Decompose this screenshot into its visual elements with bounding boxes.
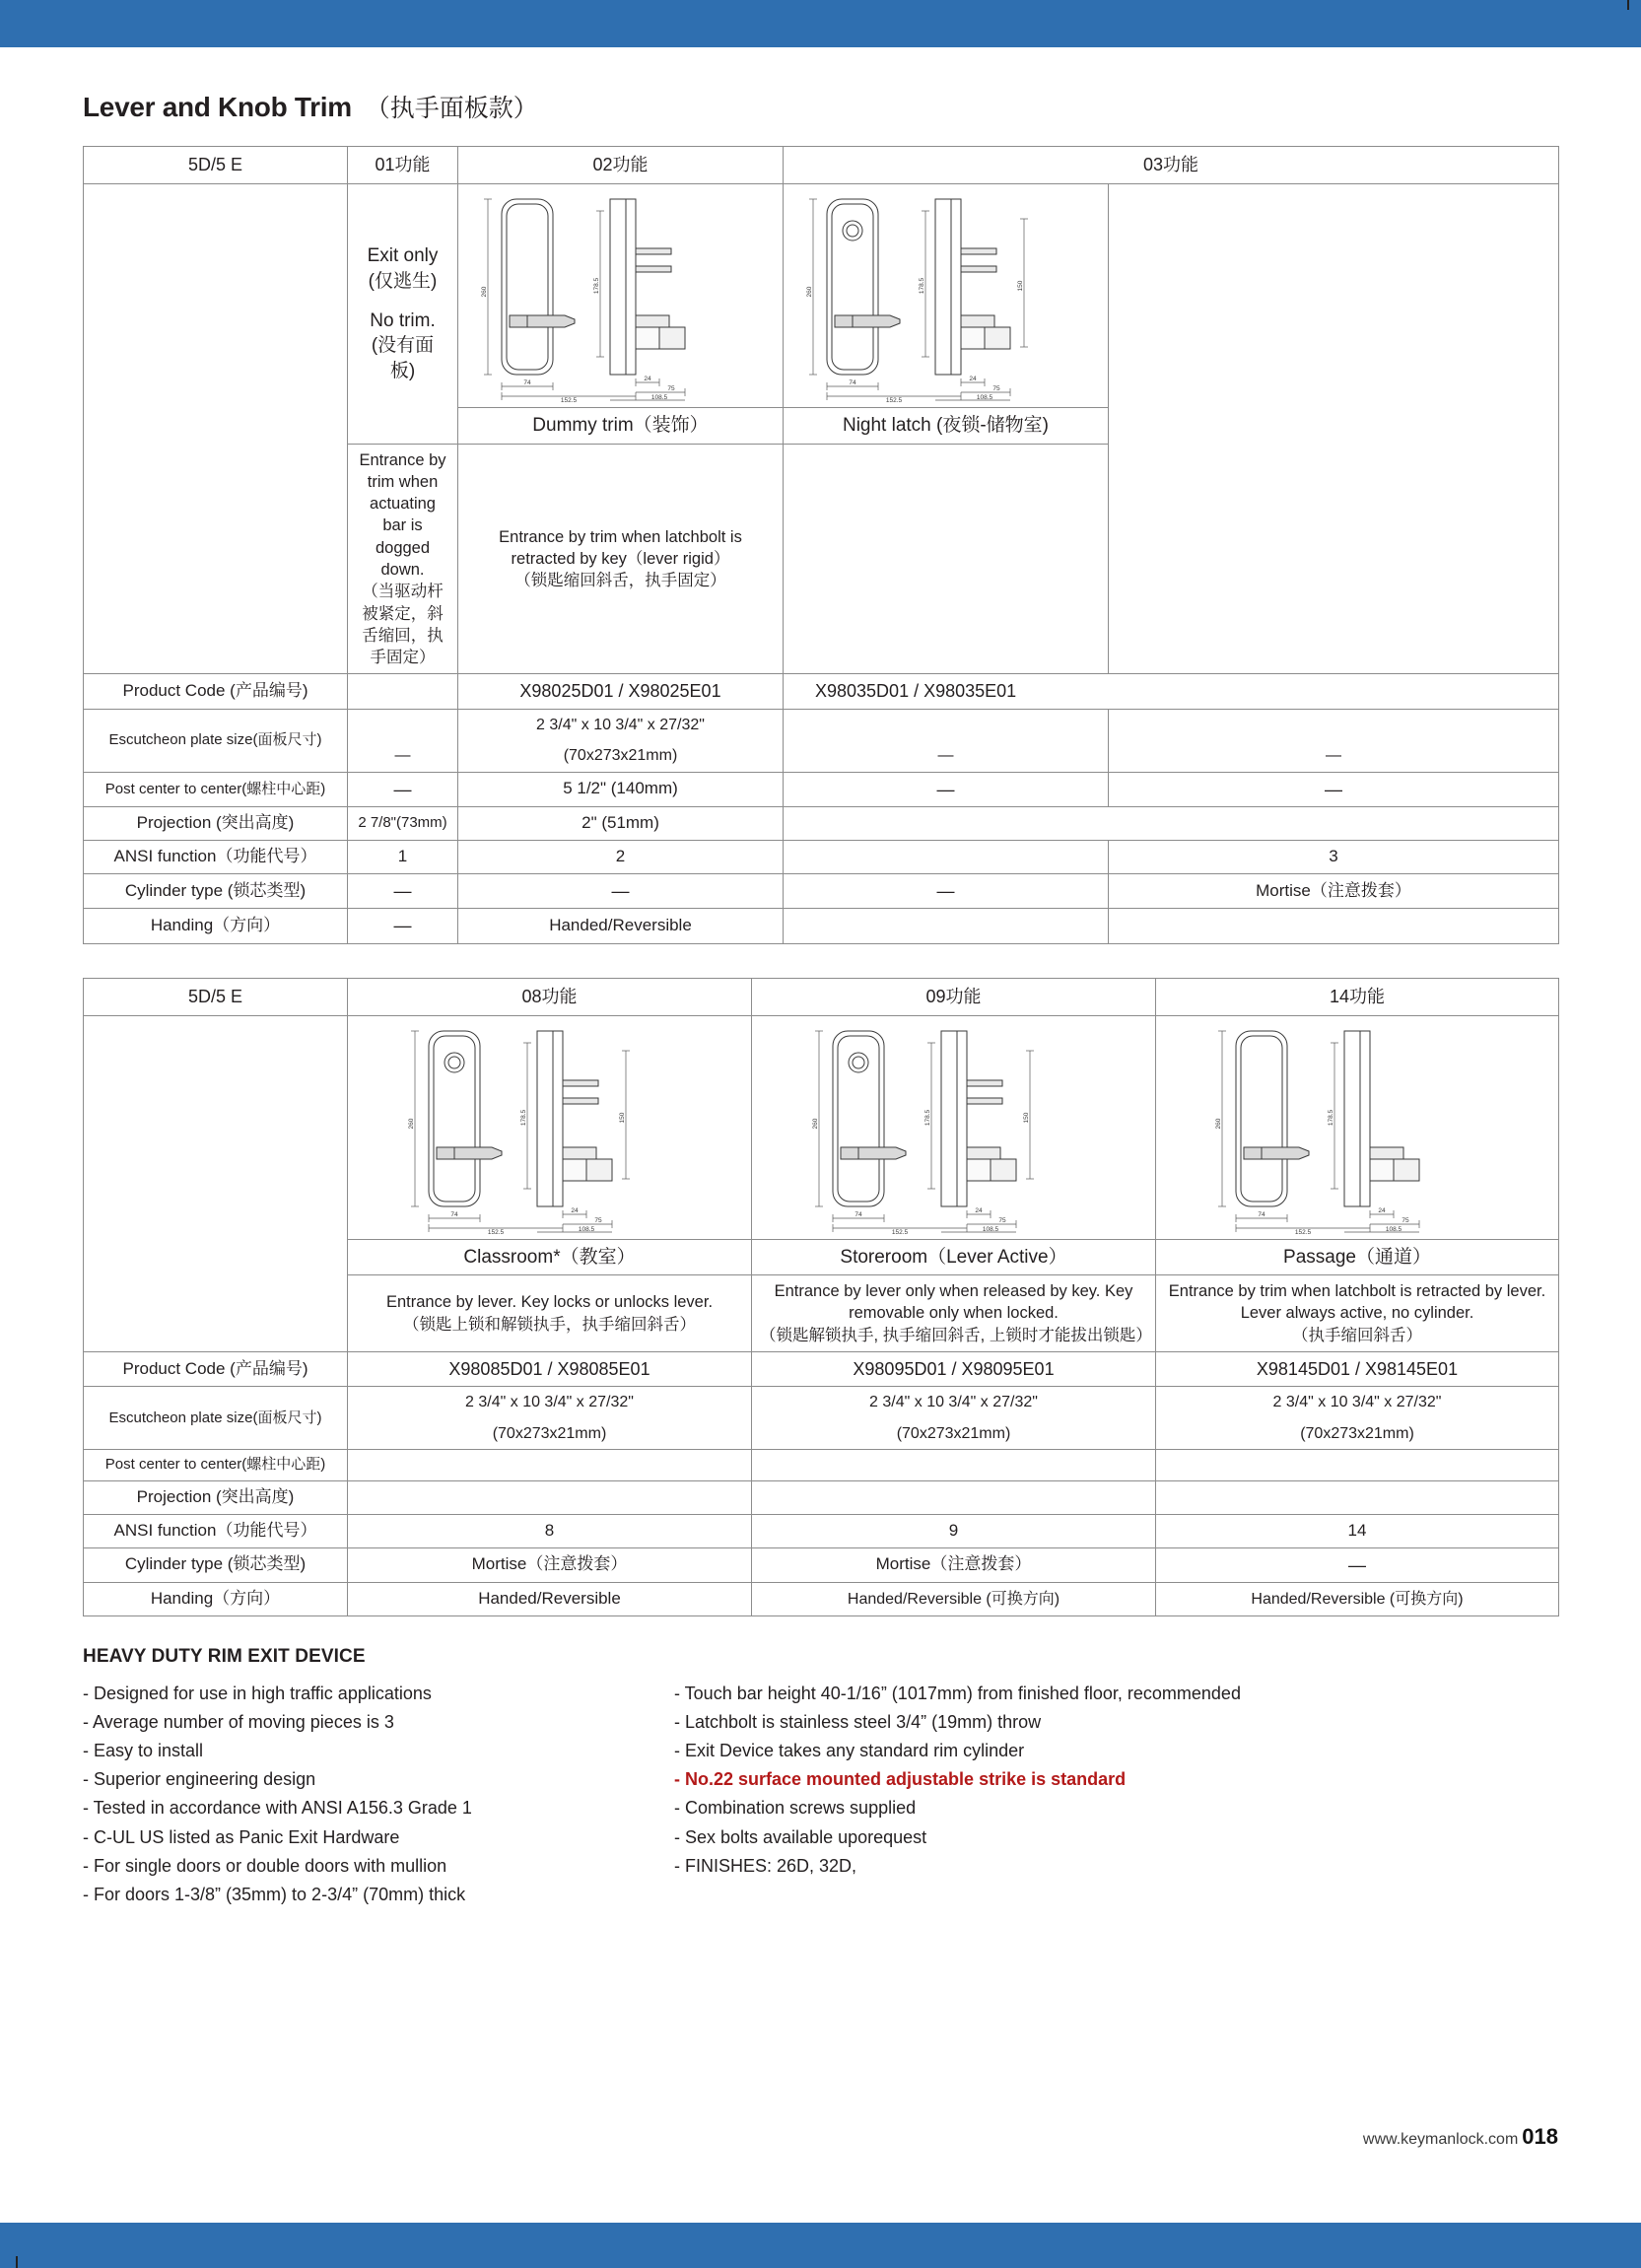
feature-item: - For single doors or double doors with mullion [83, 1855, 447, 1876]
feature-item: - Designed for use in high traffic applications [83, 1683, 432, 1703]
svg-text:152.5: 152.5 [885, 397, 903, 402]
title-classroom: Classroom*（教室） [348, 1239, 752, 1275]
svg-text:75: 75 [593, 1216, 602, 1224]
drawing-dummy-trim [458, 184, 784, 408]
crop-mark-bottom [16, 2256, 18, 2268]
desc-night-latch-en: Entrance by trim when latchbolt is retracted by key（lever rigid） [499, 527, 742, 568]
drawing-classroom [348, 1015, 752, 1239]
desc-dummy-trim-cn: （当驱动杆被紧定，斜舌缩回，执手固定） [362, 583, 444, 667]
features-heading: HEAVY DUTY RIM EXIT DEVICE [83, 1645, 366, 1667]
table1-header-fn01: 01功能 [348, 147, 458, 184]
table-row [84, 1514, 1559, 1547]
desc-night-latch [458, 444, 784, 674]
svg-text:108.5: 108.5 [1385, 1225, 1402, 1233]
svg-text:150: 150 [1017, 280, 1024, 292]
t1-r3-c2: 2" (51mm) [458, 807, 784, 841]
feature-item: - Tested in accordance with ANSI A156.3 Grade 1 [83, 1798, 472, 1819]
table-row [84, 1450, 1559, 1480]
t1-r5-c4: Mortise（注意拨套） [1109, 873, 1559, 908]
t2-r2-c2 [348, 1450, 752, 1480]
storeroom-drawing-svg [791, 1021, 1117, 1234]
page-title-cn: （执手面板款） [365, 95, 538, 122]
svg-text:178.5: 178.5 [1328, 1109, 1334, 1126]
table-row [84, 807, 1559, 841]
feature-item: - Combination screws supplied [674, 1798, 917, 1819]
t2-r2-c3 [752, 1450, 1156, 1480]
label2-post-center: Post center to center(螺柱中心距) [84, 1450, 348, 1480]
table-row [84, 674, 1559, 709]
svg-text:108.5: 108.5 [982, 1225, 998, 1233]
drawing-passage [1156, 1015, 1559, 1239]
svg-text:24: 24 [969, 376, 977, 382]
t1-r6-c1: — [348, 909, 458, 943]
table-row [84, 1387, 1559, 1418]
t1-r4-c2: 2 [458, 841, 784, 874]
t2-r3-c4 [1156, 1480, 1559, 1514]
t1-r0-c2: X98025D01 / X98025E01 [458, 674, 784, 709]
svg-text:74: 74 [449, 1210, 458, 1218]
feature-item-highlight: - No.22 surface mounted adjustable strike is standard [674, 1769, 1127, 1790]
table1-blank-right [1109, 184, 1559, 674]
feature-item: - Superior engineering design [83, 1769, 316, 1790]
t1-r4-c1: 1 [348, 841, 458, 874]
svg-text:75: 75 [667, 385, 675, 392]
table-row [84, 1480, 1559, 1514]
t1-r2-c4: — [1109, 772, 1559, 806]
table2-header-row [84, 978, 1559, 1015]
feature-item: - Exit Device takes any standard rim cylinder [674, 1741, 1025, 1761]
t1-r1-c2-bot: (70x273x21mm) [458, 740, 784, 772]
label2-ansi-function: ANSI function（功能代号） [84, 1514, 348, 1547]
t1-r1-c4: — [1109, 740, 1559, 772]
table-row [84, 772, 1559, 806]
t2-r4-c2: 8 [348, 1514, 752, 1547]
t2-r5-c4: — [1156, 1547, 1559, 1582]
feature-item: - Easy to install [83, 1741, 204, 1761]
label2-projection: Projection (突出高度) [84, 1480, 348, 1514]
crop-mark-top [1627, 0, 1629, 10]
feature-item: - Touch bar height 40-1/16” (1017mm) from finished floor, recommended [674, 1683, 1241, 1703]
t2-r1-c3-top: 2 3/4" x 10 3/4" x 27/32" [752, 1387, 1156, 1418]
table2-drawing-row [84, 1015, 1559, 1239]
desc-passage-en: Entrance by trim when latchbolt is retracted by lever. Lever always active, no cylinder. [1168, 1282, 1546, 1323]
table1-header-model: 5D/5 E [84, 147, 348, 184]
t2-r0-c2: X98085D01 / X98085E01 [348, 1351, 752, 1386]
svg-text:74: 74 [523, 379, 531, 386]
title-storeroom: Storeroom（Lever Active） [752, 1239, 1156, 1275]
t1-r0-c3: X98035D01 / X98035E01 [784, 674, 1559, 709]
svg-text:152.5: 152.5 [1294, 1228, 1312, 1234]
t1-r5-c1: — [348, 873, 458, 908]
desc-night-latch-cn: （锁匙缩回斜舌，执手固定） [514, 572, 726, 590]
feature-item: - Average number of moving pieces is 3 [83, 1711, 394, 1732]
table2-header-fn09: 09功能 [752, 978, 1156, 1015]
table-row [84, 873, 1559, 908]
label2-cylinder-type: Cylinder type (锁芯类型) [84, 1547, 348, 1582]
svg-text:178.5: 178.5 [593, 277, 600, 295]
svg-text:152.5: 152.5 [891, 1228, 908, 1234]
desc-storeroom-en: Entrance by lever only when released by key. Key removable only when locked. [774, 1282, 1133, 1323]
t2-r3-c2 [348, 1480, 752, 1514]
table2-header-model: 5D/5 E [84, 978, 348, 1015]
svg-text:74: 74 [1258, 1210, 1265, 1218]
title-dummy-trim: Dummy trim（装饰） [458, 408, 784, 445]
night-latch-drawing-svg [791, 189, 1105, 402]
desc-passage-cn: （执手缩回斜舌） [1292, 1326, 1422, 1344]
bottom-accent-bar [0, 2223, 1641, 2268]
t1-r1-c3-top [784, 709, 1109, 740]
table-row [84, 709, 1559, 740]
t2-r3-c3 [752, 1480, 1156, 1514]
svg-text:75: 75 [992, 385, 1000, 392]
t1-r5-c2: — [458, 873, 784, 908]
t1-r6-c4 [1109, 909, 1559, 943]
t1-r3-c1: 2 7/8"(73mm) [348, 807, 458, 841]
page-title [83, 89, 1558, 124]
table1-header-row [84, 147, 1559, 184]
table-row [84, 841, 1559, 874]
classroom-drawing-svg [387, 1021, 713, 1234]
t1-r4-c3 [784, 841, 1109, 874]
svg-text:260: 260 [407, 1118, 415, 1129]
t1-r3-c3 [784, 807, 1559, 841]
label2-handing: Handing（方向） [84, 1582, 348, 1615]
page-title-en: Lever and Knob Trim [83, 92, 352, 122]
label-post-center: Post center to center(螺柱中心距) [84, 772, 348, 806]
t2-r4-c3: 9 [752, 1514, 1156, 1547]
table1-blank-left [84, 184, 348, 674]
table1-header-fn03: 03功能 [784, 147, 1559, 184]
lever-trim-drawing-svg [466, 189, 780, 402]
label2-product-code: Product Code (产品编号) [84, 1351, 348, 1386]
svg-text:260: 260 [1215, 1118, 1222, 1129]
page-footer [1363, 2124, 1558, 2150]
feature-item: - Sex bolts available uporequest [674, 1826, 927, 1847]
exit-only-line3: No trim. [370, 309, 436, 331]
t1-r4-c4: 3 [1109, 841, 1559, 874]
t2-r0-c4: X98145D01 / X98145E01 [1156, 1351, 1559, 1386]
t2-r6-c4: Handed/Reversible (可换方向) [1156, 1582, 1559, 1615]
t1-r1-c3: — [784, 740, 1109, 772]
desc-dummy-trim [348, 444, 458, 674]
t1-r6-c2: Handed/Reversible [458, 909, 784, 943]
exit-only-line4: (没有面 [371, 335, 435, 357]
label-cylinder-type: Cylinder type (锁芯类型) [84, 873, 348, 908]
svg-text:260: 260 [811, 1118, 819, 1129]
svg-text:260: 260 [806, 286, 813, 298]
t2-r6-c3: Handed/Reversible (可换方向) [752, 1582, 1156, 1615]
spec-table-2 [83, 978, 1559, 1616]
desc-classroom-en: Entrance by lever. Key locks or unlocks lever. [385, 1293, 714, 1312]
t2-r2-c4 [1156, 1450, 1559, 1480]
passage-drawing-svg [1195, 1021, 1520, 1234]
table2-header-fn08: 08功能 [348, 978, 752, 1015]
t2-r5-c3: Mortise（注意拨套） [752, 1547, 1156, 1582]
t1-r2-c1: — [348, 772, 458, 806]
table1-exit-only-cell [348, 184, 458, 445]
table-row [84, 1547, 1559, 1582]
svg-text:24: 24 [644, 376, 651, 382]
features-section [83, 1646, 1558, 1909]
top-accent-bar [0, 0, 1641, 47]
page-number: 018 [1522, 2124, 1558, 2149]
svg-text:108.5: 108.5 [650, 394, 668, 401]
table-row [84, 1582, 1559, 1615]
table2-header-fn14: 14功能 [1156, 978, 1559, 1015]
title-passage: Passage（通道） [1156, 1239, 1559, 1275]
svg-text:75: 75 [1402, 1216, 1409, 1224]
table1-header-fn02: 02功能 [458, 147, 784, 184]
svg-text:178.5: 178.5 [923, 1109, 931, 1126]
feature-item: - Latchbolt is stainless steel 3/4” (19mm) throw [674, 1711, 1042, 1732]
spec-table-1 [83, 146, 1559, 944]
table-row [84, 1351, 1559, 1386]
svg-text:108.5: 108.5 [976, 394, 993, 401]
t2-r4-c4: 14 [1156, 1514, 1559, 1547]
t2-r1-c4-top: 2 3/4" x 10 3/4" x 27/32" [1156, 1387, 1559, 1418]
desc-classroom [348, 1275, 752, 1352]
table1-drawing-row [84, 184, 1559, 408]
exit-only-line1: Exit only [367, 245, 439, 267]
features-right-column [674, 1680, 1541, 1909]
svg-text:74: 74 [854, 1210, 862, 1218]
t2-r1-c2-bot: (70x273x21mm) [348, 1418, 752, 1450]
feature-item: - For doors 1-3/8” (35mm) to 2-3/4” (70mm) thick [83, 1884, 466, 1904]
t1-r6-c3 [784, 909, 1109, 943]
svg-text:152.5: 152.5 [487, 1228, 504, 1234]
svg-text:108.5: 108.5 [578, 1225, 594, 1233]
svg-text:24: 24 [1378, 1206, 1386, 1214]
table-row [84, 909, 1559, 943]
label-projection: Projection (突出高度) [84, 807, 348, 841]
desc-passage [1156, 1275, 1559, 1352]
t1-r5-c3: — [784, 873, 1109, 908]
t1-r1-c1: — [348, 740, 458, 772]
feature-item: - C-UL US listed as Panic Exit Hardware [83, 1826, 400, 1847]
desc-storeroom-cn: （锁匙解锁执手, 执手缩回斜舌, 上锁时才能拔出锁匙） [760, 1326, 1152, 1344]
footer-website: www.keymanlock.com [1362, 2131, 1519, 2148]
svg-text:178.5: 178.5 [919, 277, 925, 295]
drawing-night-latch [784, 184, 1109, 408]
desc-classroom-cn: （锁匙上锁和解锁执手，执手缩回斜舌） [403, 1315, 696, 1334]
drawing-storeroom [752, 1015, 1156, 1239]
label-escutcheon: Escutcheon plate size(面板尺寸) [84, 709, 348, 772]
t2-r1-c3-bot: (70x273x21mm) [752, 1418, 1156, 1450]
svg-text:24: 24 [974, 1206, 983, 1214]
t2-r1-c2-top: 2 3/4" x 10 3/4" x 27/32" [348, 1387, 752, 1418]
t1-r2-c3: — [784, 772, 1109, 806]
t2-r6-c2: Handed/Reversible [348, 1582, 752, 1615]
t1-r1-c4-top [1109, 709, 1559, 740]
features-columns [83, 1680, 1558, 1909]
label-handing: Handing（方向） [84, 909, 348, 943]
label-ansi-function: ANSI function（功能代号） [84, 841, 348, 874]
t2-r1-c4-bot: (70x273x21mm) [1156, 1418, 1559, 1450]
t2-r5-c2: Mortise（注意拨套） [348, 1547, 752, 1582]
exit-only-line5: 板) [389, 360, 416, 381]
svg-text:24: 24 [570, 1206, 579, 1214]
svg-text:152.5: 152.5 [560, 397, 578, 402]
table2-blank-left [84, 1015, 348, 1351]
svg-text:260: 260 [481, 286, 488, 298]
svg-text:178.5: 178.5 [519, 1109, 527, 1126]
t2-r0-c3: X98095D01 / X98095E01 [752, 1351, 1156, 1386]
features-left-column [83, 1680, 674, 1909]
desc-storeroom [752, 1275, 1156, 1352]
svg-text:74: 74 [849, 379, 856, 386]
feature-item: - FINISHES: 26D, 32D, [674, 1855, 857, 1876]
title-night-latch: Night latch (夜锁-储物室) [784, 408, 1109, 445]
label-product-code: Product Code (产品编号) [84, 674, 348, 709]
t1-r0-c1 [348, 674, 458, 709]
label2-escutcheon: Escutcheon plate size(面板尺寸) [84, 1387, 348, 1450]
t1-r2-c2: 5 1/2" (140mm) [458, 772, 784, 806]
page-content [0, 47, 1641, 2223]
t1-r1-c2-top: 2 3/4" x 10 3/4" x 27/32" [458, 709, 784, 740]
svg-text:150: 150 [618, 1112, 626, 1123]
t1-r1-c1-top [348, 709, 458, 740]
svg-text:75: 75 [997, 1216, 1006, 1224]
exit-only-line2: (仅逃生) [368, 270, 438, 292]
svg-text:150: 150 [1022, 1112, 1030, 1123]
desc-dummy-trim-en: Entrance by trim when actuating bar is dogged down. [359, 450, 446, 579]
